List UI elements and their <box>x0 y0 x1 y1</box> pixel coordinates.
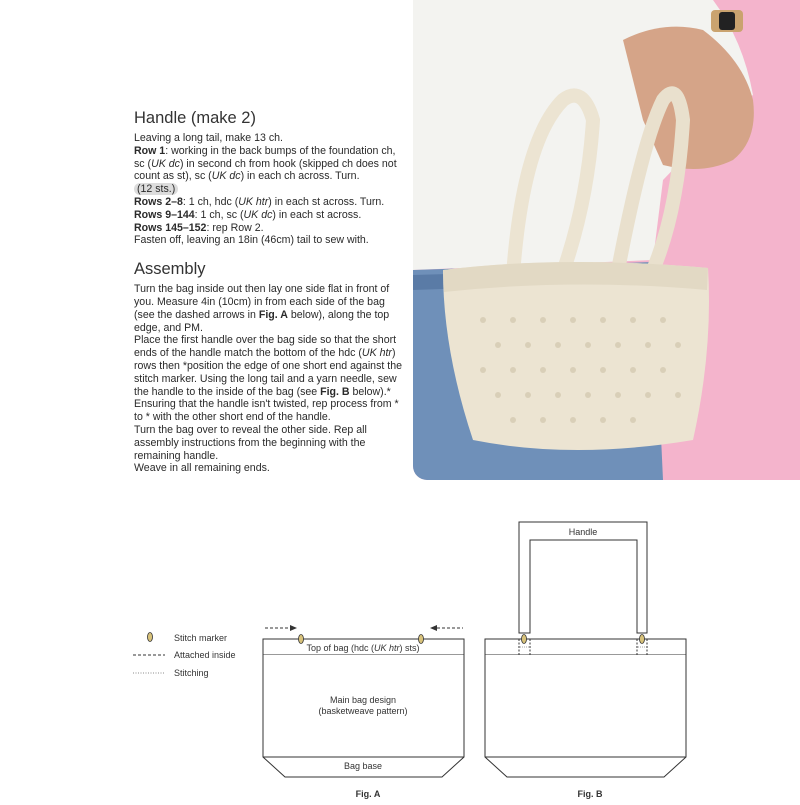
assembly-step-4: Turn the bag over to reveal the other side. Rep all assembly instructions from the beginning with the remaining handle. <box>134 423 367 462</box>
main-bag-design-label: Main bag design <box>329 695 397 705</box>
legend-attached-inside: Attached inside <box>174 650 236 660</box>
stitch-marker-b-left-icon <box>522 635 527 644</box>
arrow-head-left-icon <box>430 625 437 631</box>
assembly-diagrams <box>0 500 800 800</box>
row-1-instruction: Row 1: working in the back bumps of the foundation ch, sc (UK dc) in second ch from hook (skipped ch does not count as st), sc (UK dc) in each ch across. Turn. <box>134 144 397 183</box>
stitch-marker-left-icon <box>299 635 304 644</box>
diagram-canvas <box>0 500 800 800</box>
assembly-heading: Assembly <box>134 260 206 279</box>
tote-bag-photo <box>413 0 800 480</box>
basketweave-pattern-label: (basketweave pattern) <box>318 706 408 716</box>
fasten-off-instruction: Fasten off, leaving an 18in (46cm) tail to sew with. <box>134 234 369 247</box>
stitch-marker-b-right-icon <box>640 635 645 644</box>
fig-b-caption: Fig. B <box>577 789 603 799</box>
stitch-marker-icon <box>148 633 153 642</box>
handle-outline <box>519 522 647 633</box>
stitch-count-line <box>134 183 406 196</box>
product-photo <box>413 0 800 480</box>
bag-outline-b <box>485 655 686 777</box>
pattern-instructions <box>134 108 406 475</box>
bag-outline <box>263 655 464 777</box>
handle-heading: Handle (make 2) <box>134 109 256 127</box>
fig-b-diagram <box>485 522 686 799</box>
arrow-head-right-icon <box>290 625 297 631</box>
diagram-legend <box>133 633 236 679</box>
stitch-count: (12 sts.) <box>134 183 178 195</box>
rows-9-144-instruction: Rows 9–144: 1 ch, sc (UK dc) in each st across. <box>134 208 362 221</box>
legend-stitching: Stitching <box>174 668 209 678</box>
handle-label: Handle <box>568 527 598 537</box>
fig-a-diagram <box>263 625 464 799</box>
bag-base-label: Bag base <box>343 761 383 771</box>
bag-top-band-b <box>485 639 686 655</box>
rows-2-8-instruction: Rows 2–8: 1 ch, hdc (UK htr) in each st across. Turn. <box>134 195 385 208</box>
handle-intro: Leaving a long tail, make 13 ch. <box>134 132 283 144</box>
assembly-step-3: Ensuring that the handle isn't twisted, rep process from * to * with the other short end of the handle. <box>134 398 399 424</box>
bag-body <box>443 262 709 450</box>
fig-a-caption: Fig. A <box>355 789 381 799</box>
rows-145-152-instruction: Rows 145–152: rep Row 2. <box>134 221 264 234</box>
top-of-bag-label: Top of bag (hdc (UK htr) sts) <box>306 643 420 653</box>
assembly-step-2: Place the first handle over the bag side so that the short ends of the handle match the bottom of the hdc (UK htr) rows then *position the edge of one short end against the stitch marker. Using the long tail and a yarn needle, sew the handle to the inside of the bag (see Fig. B below).* <box>134 334 402 398</box>
assembly-step-5: Weave in all remaining ends. <box>134 462 270 475</box>
legend-stitch-marker: Stitch marker <box>174 633 228 643</box>
assembly-step-1: Turn the bag inside out then lay one side flat in front of you. Measure 4in (10cm) in from each side of the bag (see the dashed arrows in Fig. A below), along the top edge, and PM. <box>134 283 390 334</box>
